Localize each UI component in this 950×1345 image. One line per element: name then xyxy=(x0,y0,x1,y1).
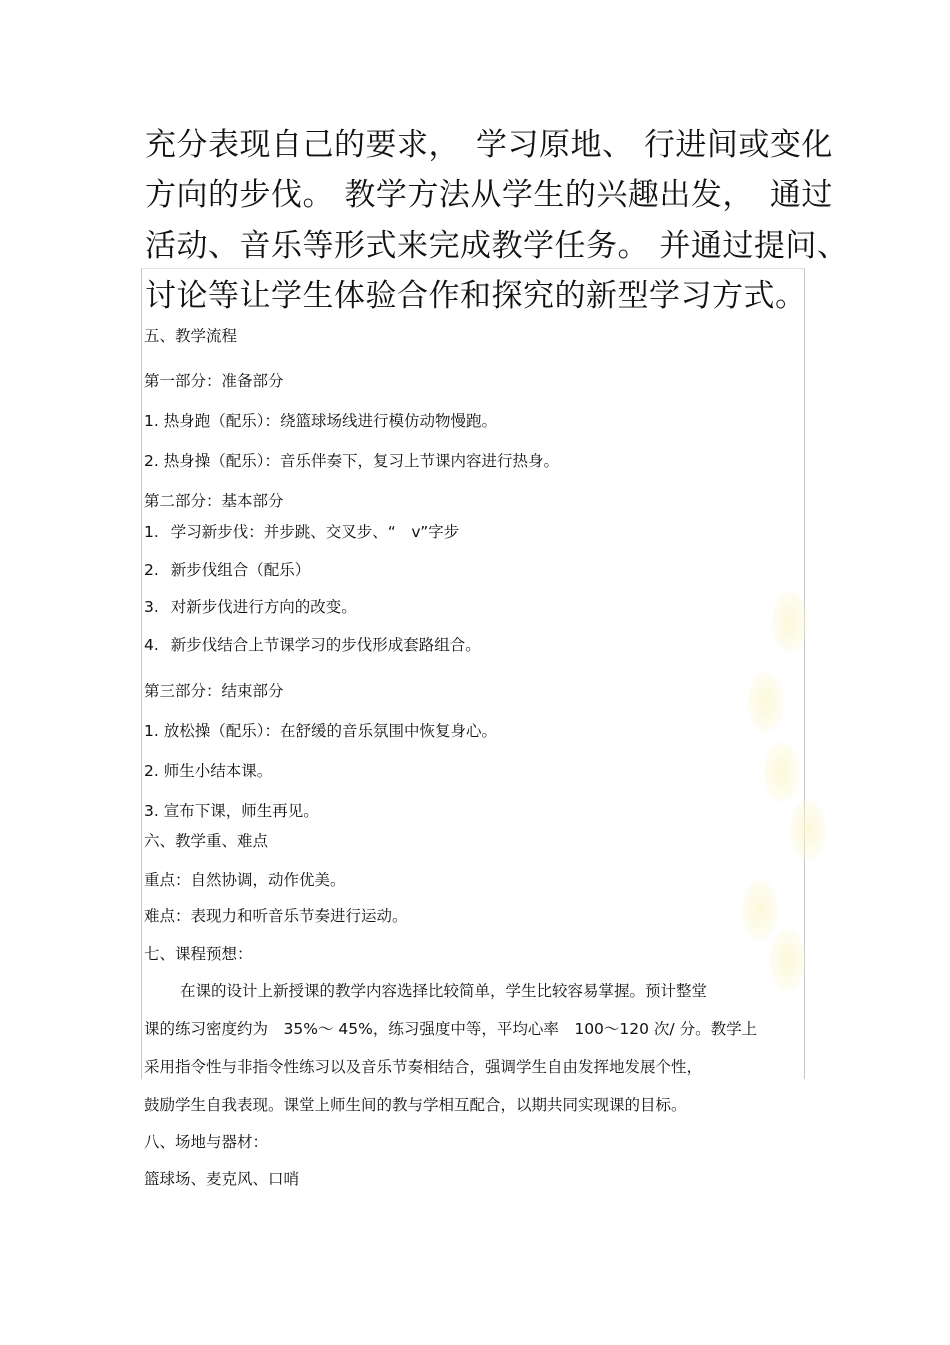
difficulty-point: 难点：表现力和听音乐节奏进行运动。 xyxy=(144,907,408,925)
section-title: 六、教学重、难点 xyxy=(144,832,269,850)
paragraph-line: 鼓励学生自我表现。课堂上师生间的教与学相互配合，以期共同实现课的目标。 xyxy=(144,1096,687,1114)
item-number: 2. xyxy=(144,561,159,579)
intro-line: 方向的步伐。 教学方法从学生的兴趣出发， 通过 xyxy=(145,177,833,213)
list-item xyxy=(144,596,357,618)
item-number: 4. xyxy=(144,636,159,654)
intro-line: 充分表现自己的要求， 学习原地、 行进间或变化 xyxy=(145,127,833,163)
paragraph-line: 课的练习密度约为 35%～ 45%，练习强度中等，平均心率 100～120 次/ 分。教学上 xyxy=(144,1020,758,1038)
item-text: 新步伐组合（配乐） xyxy=(170,561,311,579)
equipment-list: 篮球场、麦克风、口哨 xyxy=(144,1170,300,1188)
list-item xyxy=(144,634,481,656)
list-item xyxy=(144,559,310,581)
item-text: 学习新步伐：并步跳、交叉步、“ v”字步 xyxy=(170,523,460,541)
item-number: 3. xyxy=(144,598,159,616)
item-text: 新步伐结合上节课学习的步伐形成套路组合。 xyxy=(170,636,481,654)
list-item: 1. 放松操（配乐）：在舒缓的音乐氛围中恢复身心。 xyxy=(144,722,497,740)
list-item: 3. 宣布下课，师生再见。 xyxy=(144,802,319,820)
item-number: 1. xyxy=(144,523,159,541)
paragraph-line: 在课的设计上新授课的教学内容选择比较简单，学生比较容易掌握。预计整堂 xyxy=(180,982,708,1000)
paragraph-line: 采用指令性与非指令性练习以及音乐节奏相结合，强调学生自由发挥地发展个性， xyxy=(144,1058,703,1076)
intro-line: 讨论等让学生体验合作和探究的新型学习方式。 xyxy=(145,278,807,314)
key-point: 重点：自然协调，动作优美。 xyxy=(144,871,346,889)
section-title: 七、课程预想： xyxy=(144,945,253,963)
item-text: 对新步伐进行方向的改变。 xyxy=(170,598,357,616)
list-item: 2. 师生小结本课。 xyxy=(144,762,273,780)
list-item xyxy=(144,521,459,543)
section-title: 八、场地与器材： xyxy=(144,1133,269,1151)
part-title: 第一部分：准备部分 xyxy=(144,372,284,390)
list-item: 1. 热身跑（配乐）：绕篮球场线进行模仿动物慢跑。 xyxy=(144,412,497,430)
list-item: 2. 热身操（配乐）：音乐伴奏下，复习上节课内容进行热身。 xyxy=(144,452,559,470)
part-title: 第二部分：基本部分 xyxy=(144,492,284,510)
section-title: 五、教学流程 xyxy=(144,327,238,345)
part-title: 第三部分：结束部分 xyxy=(144,682,284,700)
intro-line: 活动、音乐等形式来完成教学任务。 并通过提问、 xyxy=(145,228,849,264)
